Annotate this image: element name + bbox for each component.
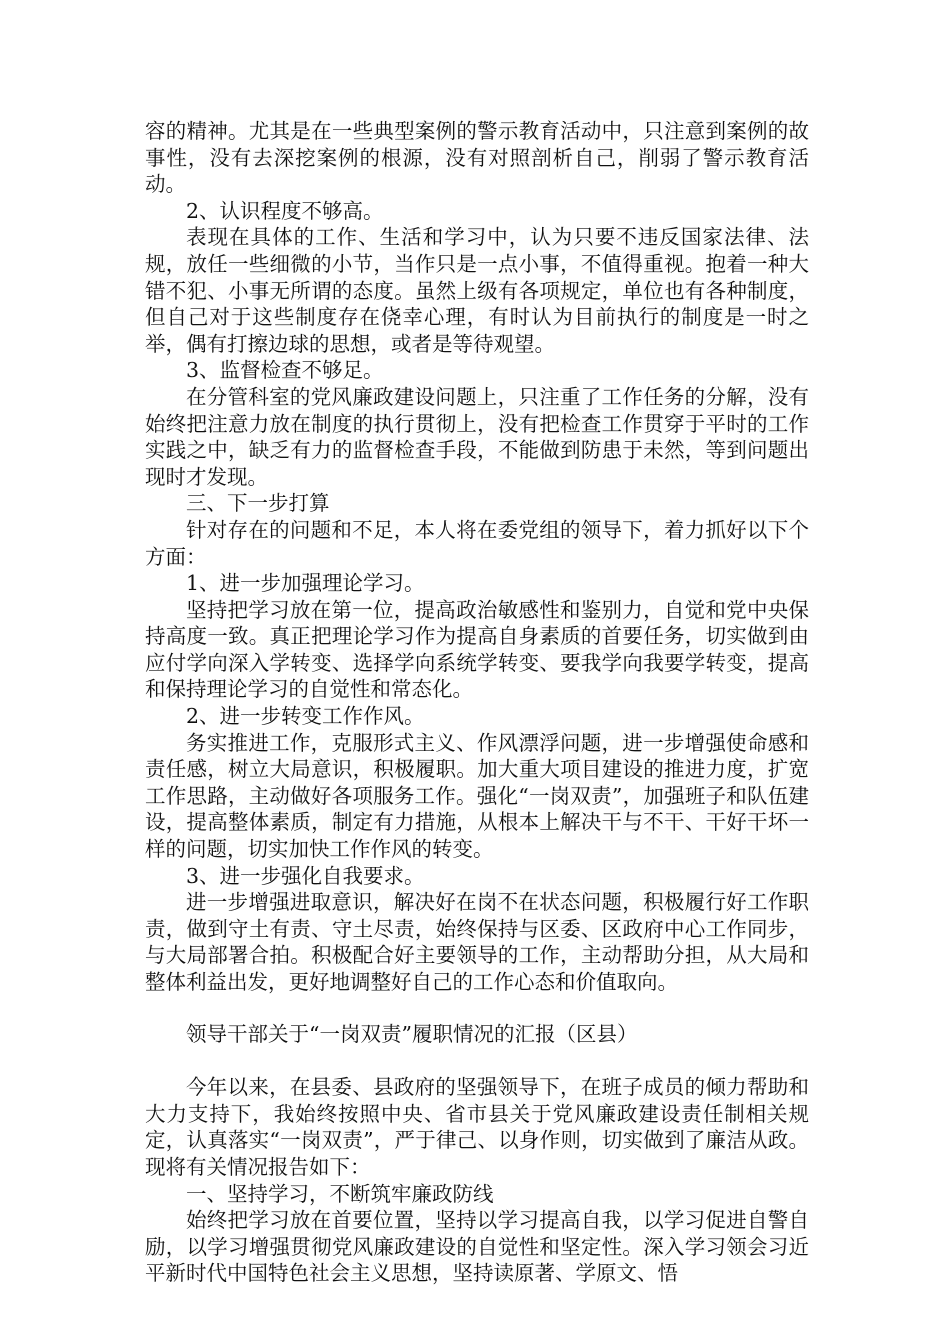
- section-heading: 三、下一步打算: [186, 491, 330, 516]
- paragraph: 3、监督检查不够足。: [186, 358, 384, 383]
- paragraph: 针对存在的问题和不足，本人将在委党组的领导下，着力抓好以下个方面：: [145, 517, 809, 569]
- paragraph: 2、认识程度不够高。: [186, 198, 384, 223]
- paragraph: 坚持把学习放在第一位，提高政治敏感性和鉴别力，自觉和党中央保持高度一致。真正把理论学习作为提高自身素质的首要任务，切实做到由应付学向深入学转变、选择学向系统学转变、要我学向我要学转变，提高和保持理论学习的自觉性和常态化。: [145, 597, 809, 702]
- paragraph: 今年以来，在县委、县政府的坚强领导下，在班子成员的倾力帮助和大力支持下，我始终按照中央、省市县关于党风廉政建设责任制相关规定，认真落实“一岗双责”，严于律己、以身作则，切实做到了廉洁从政。现将有关情况报告如下：: [145, 1075, 809, 1179]
- paragraph: 容的精神。尤其是在一些典型案例的警示教育活动中，只注意到案例的故事性，没有去深挖案例的根源，没有对照剖析自己，削弱了警示教育活动。: [145, 119, 809, 197]
- document-page: [145, 118, 809, 1287]
- paragraph: 1、进一步加强理论学习。: [186, 571, 425, 596]
- document-title: 领导干部关于“一岗双责”履职情况的汇报（区县）: [186, 1021, 638, 1046]
- paragraph: 3、进一步强化自我要求。: [186, 863, 425, 888]
- paragraph: 2、进一步转变工作作风。: [186, 704, 425, 729]
- section-heading: 一、坚持学习，不断筑牢廉政防线: [186, 1181, 494, 1206]
- paragraph: 始终把学习放在首要位置，坚持以学习提高自我，以学习促进自警自励，以学习增强贯彻党风廉政建设的自觉性和坚定性。深入学习领会习近平新时代中国特色社会主义思想，坚持读原著、学原文、悟: [145, 1208, 809, 1286]
- paragraph: 务实推进工作，克服形式主义、作风漂浮问题，进一步增强使命感和责任感，树立大局意识，积极履职。加大重大项目建设的推进力度，扩宽工作思路，主动做好各项服务工作。强化“一岗双责”，加强班子和队伍建设，提高整体素质，制定有力措施，从根本上解决干与不干、干好干坏一样的问题，切实加快工作作风的转变。: [145, 730, 809, 862]
- paragraph: 进一步增强进取意识，解决好在岗不在状态问题，积极履行好工作职责，做到守土有责、守土尽责，始终保持与区委、区政府中心工作同步，与大局部署合拍。积极配合好主要领导的工作，主动帮助分担，从大局和整体利益出发，更好地调整好自己的工作心态和价值取向。: [145, 890, 809, 994]
- paragraph: 在分管科室的党风廉政建设问题上，只注重了工作任务的分解，没有始终把注意力放在制度的执行贯彻上，没有把检查工作贯穿于平时的工作实践之中，缺乏有力的监督检查手段，不能做到防患于未然，等到问题出现时才发现。: [145, 384, 809, 489]
- paragraph: 表现在具体的工作、生活和学习中，认为只要不违反国家法律、法规，放任一些细微的小节，当作只是一点小事，不值得重视。抱着一种大错不犯、小事无所谓的态度。虽然上级有各项规定，单位也有各种制度，但自己对于这些制度存在侥幸心理，有时认为目前执行的制度是一时之举，偶有打擦边球的思想，或者是等待观望。: [145, 225, 809, 356]
